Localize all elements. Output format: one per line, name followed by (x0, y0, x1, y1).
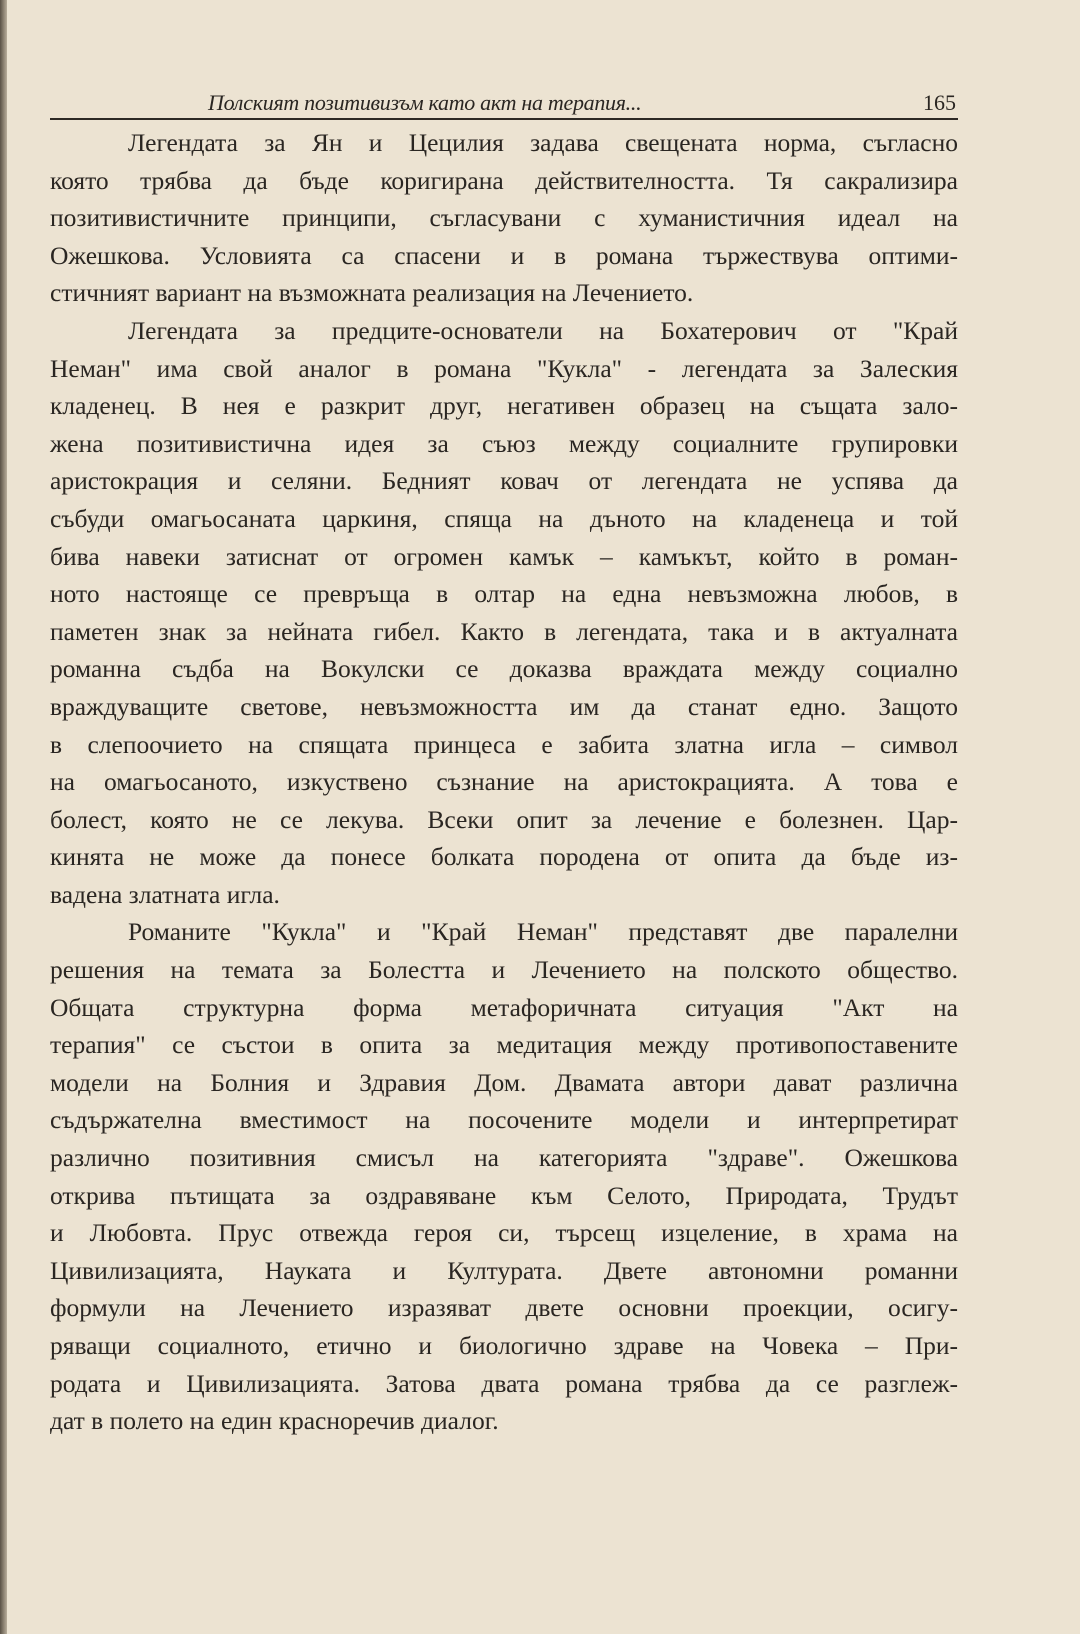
text-line: кладенец. В нея е разкрит друг, негативен образец на същата зало- (50, 391, 958, 421)
text-line: жена позитивистична идея за съюз между социалните групировки (50, 428, 958, 458)
running-title: Полският позитивизъм като акт на терапия... (208, 90, 642, 115)
text-line: различно позитивния смисъл на категорията "здраве". Ожешкова (50, 1143, 958, 1173)
text-line: паметен знак за нейната гибел. Както в легендата, така и в актуалната (50, 616, 958, 646)
text-line: решения на темата за Болестта и Лечението на полското общество. (50, 955, 958, 985)
text-line: Ожешкова. Условията са спасени и в романа тържествува оптими- (50, 240, 958, 270)
text-line: и Любовта. Прус отвежда героя си, търсещ изцеление, в храма на (50, 1218, 958, 1248)
text-line: в слепоочието на спящата принцеса е забита златна игла – символ (50, 729, 958, 759)
page-body (50, 124, 958, 1440)
text-line: вадена златната игла. (50, 879, 280, 909)
text-line: бива навеки затиснат от огромен камък – камъкът, който в роман- (50, 541, 958, 571)
text-line: формули на Лечението изразяват двете основни проекции, осигу- (50, 1293, 958, 1323)
text-line: открива пътищата за оздравяване към Селото, Природата, Трудът (50, 1180, 958, 1210)
text-line: враждуващите светове, невъзможността им да станат едно. Защото (50, 691, 958, 721)
text-line: ряващи социалното, етично и биологично здраве на Човека – При- (50, 1331, 958, 1360)
paragraph (50, 913, 958, 1439)
book-binding-edge (0, 0, 7, 1634)
text-line: дат в полето на един красноречив диалог. (50, 1406, 499, 1436)
text-line: Легендата за Ян и Цецилия задава свещената норма, съгласно (128, 128, 958, 157)
paragraph (50, 124, 958, 312)
running-header (50, 88, 958, 120)
text-line: кинята не може да понесе болката породена от опита да бъде из- (50, 842, 958, 872)
text-line: съдържателна вместимост на посочените модели и интерпретират (50, 1105, 958, 1135)
paragraph (50, 312, 958, 914)
text-line: позитивистичните принципи, съгласувани с хуманистичния идеал на (50, 203, 958, 233)
text-line: болест, която не се лекува. Всеки опит за лечение е болезнен. Цар- (50, 804, 958, 834)
page-number: 165 (923, 90, 956, 115)
text-line: Легендата за предците-основатели на Бохатерович от "Край (128, 315, 958, 345)
text-line: модели на Болния и Здравия Дом. Двамата автори дават различна (50, 1067, 958, 1097)
text-line: терапия" се състои в опита за медитация между противопоставените (50, 1030, 958, 1060)
text-line: която трябва да бъде коригирана действителността. Тя сакрализира (50, 165, 958, 195)
text-line: аристокрация и селяни. Бедният ковач от легендата не успява да (50, 466, 958, 496)
text-line: стичният вариант на възможната реализация на Лечението. (50, 278, 694, 308)
text-line: събуди омагьосаната царкиня, спяща на дъното на кладенеца и той (50, 503, 958, 533)
text-line: ното настояще се превръща в олтар на една невъзможна любов, в (50, 579, 958, 609)
text-line: Цивилизацията, Науката и Културата. Двете автономни романни (50, 1255, 958, 1285)
text-line: Романите "Кукла" и "Край Неман" представят две паралелни (128, 917, 958, 947)
text-line: Неман" има свой аналог в романа "Кукла" - легендата за Залеския (50, 353, 958, 383)
text-line: Общата структурна форма метафоричната ситуация "Акт на (50, 992, 958, 1022)
text-line: романна съдба на Вокулски се доказва враждата между социално (50, 654, 958, 684)
text-line: родата и Цивилизацията. Затова двата романа трябва да се разглеж- (50, 1368, 958, 1398)
text-line: на омагьосаното, изкуствено съзнание на аристокрацията. А това е (50, 767, 958, 797)
